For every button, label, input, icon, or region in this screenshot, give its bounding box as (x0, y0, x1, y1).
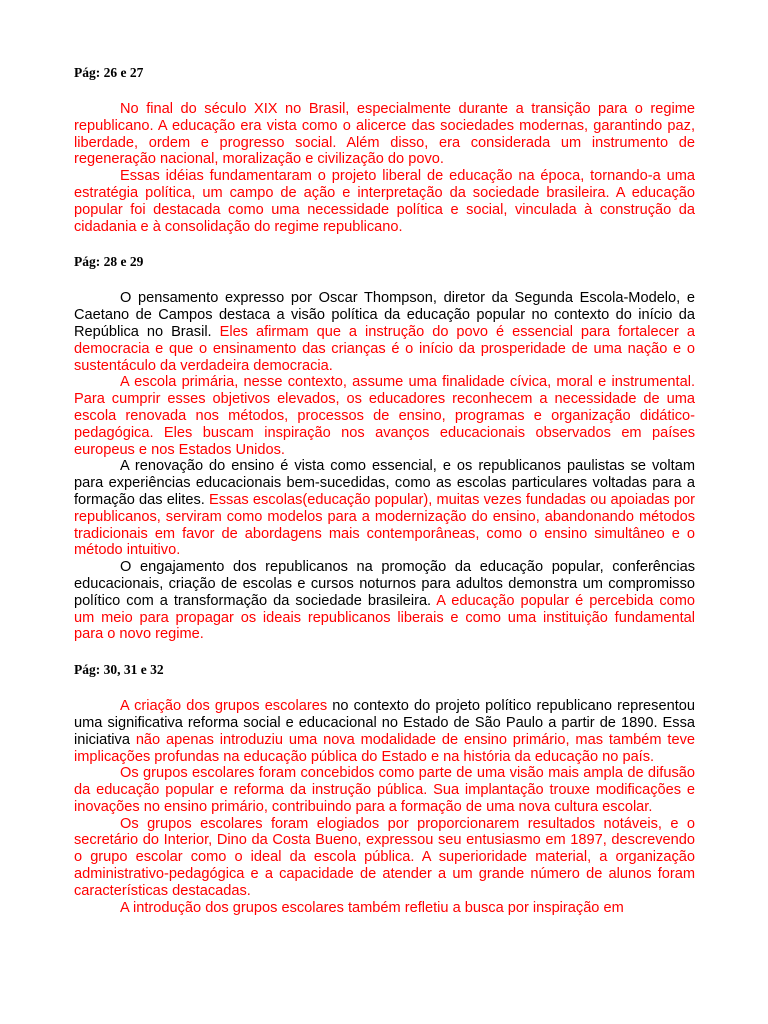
body-text: O pensamento expresso por Oscar Thompson, diretor da Segunda Escola-Modelo, e Caetano de Campos destaca a visão política da educação popular no contexto do início da República no Brasil. (74, 290, 695, 340)
body-text: A renovação do ensino é vista como essencial, e os republicanos paulistas se voltam para experiências educacionais bem-sucedidas, como as escolas particulares voltadas para a formação das elites. (74, 458, 695, 508)
page-reference-heading: Pág: 28 e 29 (74, 254, 144, 270)
page-reference-heading: Pág: 26 e 27 (74, 65, 144, 80)
highlighted-text: No final do século XIX no Brasil, especialmente durante a transição para o regime republicano. A educação era vista como o alicerce das sociedades modernas, garantindo paz, liberdade, ordem e progresso social. Além disso, era considerada um instrumento de regeneração nacional, moralização e civilização do povo. (74, 101, 695, 168)
section-3 (74, 661, 695, 916)
paragraph (74, 698, 695, 765)
paragraph (74, 290, 695, 374)
paragraph (74, 816, 695, 900)
highlighted-text: A introdução dos grupos escolares também refletiu a busca por inspiração em (120, 899, 624, 916)
highlighted-text: Essas escolas(educação popular), muitas vezes fundadas ou apoiadas por republicanos, serviram como modelos para a modernização do ensino, abandonando métodos tradicionais em favor de abordagens mais contemporâneas, como o ensino simultâneo e o método intuitivo. (74, 491, 695, 559)
highlighted-text: A escola primária, nesse contexto, assume uma finalidade cívica, moral e instrumental. Para cumprir esses objetivos elevados, os educadores reconhecem a necessidade de uma escola renovada nos métodos, processos de ensino, programas e organização didático-pedagógica. Eles buscam inspiração nos avanços educacionais observados em países europeus e nos Estados Unidos. (74, 374, 695, 458)
document-body (74, 64, 695, 934)
highlighted-text: Os grupos escolares foram elogiados por proporcionarem resultados notáveis, e o secretário do Interior, Dino da Costa Bueno, expressou seu entusiasmo em 1897, descrevendo o grupo escolar como o ideal da escola pública. A superioridade material, a organização administrativo-pedagógica e a capacidade de atender a um grande número de alunos foram características destacadas. (74, 815, 695, 899)
section-1 (74, 64, 695, 235)
page-reference-heading: Pág: 30, 31 e 32 (74, 662, 164, 678)
highlighted-text: não apenas introduziu uma nova modalidade de ensino primário, mas também teve implicações profundas na educação pública do Estado e na história da educação no país. (74, 731, 695, 765)
paragraph (74, 458, 695, 559)
paragraph (74, 168, 695, 235)
body-text: O engajamento dos republicanos na promoção da educação popular, conferências educacionais, criação de escolas e cursos noturnos para adultos demonstra um compromisso político com a transformação da sociedade brasileira. (74, 559, 695, 609)
highlighted-text: Os grupos escolares foram concebidos como parte de uma visão mais ampla de difusão da educação popular e reforma da instrução pública. Sua implantação trouxe modificações e inovações no ensino primário, contribuindo para a formação de uma nova cultura escolar. (74, 765, 695, 815)
highlighted-text: A criação dos grupos escolares (120, 698, 328, 715)
paragraph (74, 559, 695, 643)
highlighted-text: A educação popular é percebida como um meio para propagar os ideais republicanos liberais e como uma instituição fundamental para o novo regime. (74, 592, 696, 643)
body-text: no contexto do projeto político republicano representou uma significativa reforma social e educacional no Estado de São Paulo a partir de 1890. Essa iniciativa (74, 698, 695, 748)
paragraph (74, 900, 695, 917)
paragraph (74, 374, 695, 458)
paragraph (74, 765, 695, 815)
paragraph (74, 101, 695, 168)
highlighted-text: Essas idéias fundamentaram o projeto liberal de educação na época, tornando-a uma estratégia política, um campo de ação e interpretação da sociedade brasileira. A educação popular foi destacada como uma necessidade política e social, vinculada à construção da cidadania e à consolidação do regime republicano. (74, 168, 695, 235)
highlighted-text: Eles afirmam que a instrução do povo é essencial para fortalecer a democracia e que o ensinamento das crianças é o início da prosperidade de uma nação e o sustentáculo da verdadeira democracia. (74, 323, 695, 374)
section-2 (74, 253, 695, 643)
